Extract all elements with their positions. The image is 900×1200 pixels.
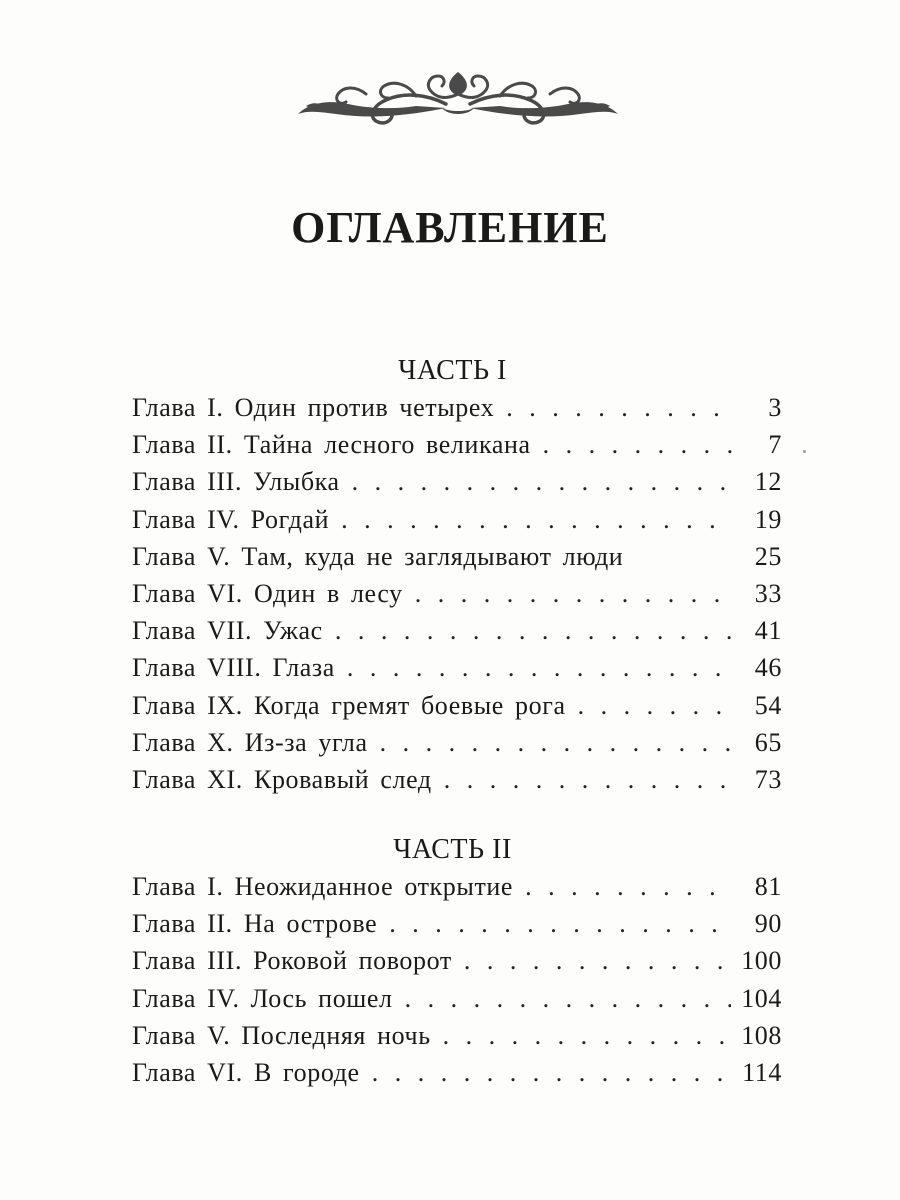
chapter-title: Глава III. Роковой поворот [132, 946, 452, 976]
dot-leader [341, 501, 732, 538]
chapter-title: Глава VI. В городе [132, 1057, 360, 1087]
page-number: 100 [741, 946, 782, 976]
toc-entry [132, 687, 782, 724]
chapter-title: Глава VII. Ужас [132, 616, 323, 646]
part-heading-2: ЧАСТЬ II [393, 834, 512, 865]
dot-leader [525, 868, 732, 905]
print-speck [803, 450, 806, 453]
toc-entry [132, 761, 782, 798]
toc-entry [132, 612, 782, 649]
toc-entry [132, 905, 782, 942]
dot-leader [506, 389, 732, 426]
page-number: 41 [754, 616, 782, 646]
chapter-title: Глава II. На острове [132, 909, 378, 939]
chapter-title: Глава IV. Рогдай [132, 504, 330, 534]
chapter-title: Глава IX. Когда гремят боевые рога [132, 690, 566, 720]
chapter-title: Глава XI. Кровавый след [132, 764, 432, 794]
chapter-title: Глава II. Тайна лесного великана [132, 430, 531, 460]
page-number: 90 [754, 909, 782, 939]
page-number: 114 [742, 1057, 782, 1087]
toc-entry [132, 980, 782, 1017]
page-number: 3 [768, 393, 782, 422]
dot-leader [352, 463, 732, 500]
toc-entry [132, 1017, 782, 1054]
chapter-title: Глава X. Из-за угла [132, 727, 368, 757]
page-number: 104 [741, 983, 782, 1013]
dot-leader [347, 649, 732, 686]
chapter-title: Глава V. Последняя ночь [132, 1020, 431, 1050]
page-number: 25 [754, 541, 782, 571]
dot-leader [372, 1054, 732, 1091]
chapter-title: Глава VIII. Глаза [132, 653, 335, 683]
chapter-title: Глава V. Там, куда не заглядывают люди [132, 541, 624, 571]
chapter-title: Глава III. Улыбка [132, 467, 340, 497]
dot-leader [443, 1017, 732, 1054]
toc-entry [132, 501, 782, 538]
dot-leader [380, 724, 732, 761]
page-number: 7 [768, 430, 782, 460]
toc-entry [132, 649, 782, 686]
toc-entry [132, 942, 782, 979]
dot-leader [415, 575, 732, 612]
chapter-title: Глава IV. Лось пошел [132, 983, 393, 1013]
part-heading-1: ЧАСТЬ I [398, 355, 507, 386]
toc-entry [132, 538, 782, 575]
dot-leader [444, 761, 732, 798]
toc-list-part-1 [132, 389, 782, 798]
toc-entry [132, 426, 782, 463]
toc-list-part-2 [132, 868, 782, 1091]
dot-leader [578, 687, 732, 724]
toc-entry [132, 868, 782, 905]
toc-entry [132, 389, 782, 426]
toc-entry [132, 575, 782, 612]
page-number: 73 [754, 764, 782, 794]
floral-flourish-ornament-icon [296, 64, 620, 130]
toc-entry [132, 724, 782, 761]
chapter-title: Глава VI. Один в лесу [132, 578, 403, 608]
chapter-title: Глава I. Один против четырех [132, 393, 495, 422]
toc-entry [132, 463, 782, 500]
chapter-title: Глава I. Неожиданное открытие [132, 872, 514, 901]
dot-leader [389, 905, 732, 942]
page-number: 65 [754, 727, 782, 757]
dot-leader [543, 426, 732, 463]
page-number: 81 [754, 872, 782, 901]
page-title: ОГЛАВЛЕНИЕ [291, 203, 609, 252]
page-number: 46 [754, 653, 782, 683]
dot-leader [464, 942, 731, 979]
toc-entry [132, 1054, 782, 1091]
page-number: 54 [754, 690, 782, 720]
page-number: 108 [741, 1020, 782, 1050]
dot-leader [335, 612, 732, 649]
dot-leader [405, 980, 732, 1017]
page-number: 33 [754, 578, 782, 608]
page-number: 12 [754, 467, 782, 497]
page-number: 19 [754, 504, 782, 534]
